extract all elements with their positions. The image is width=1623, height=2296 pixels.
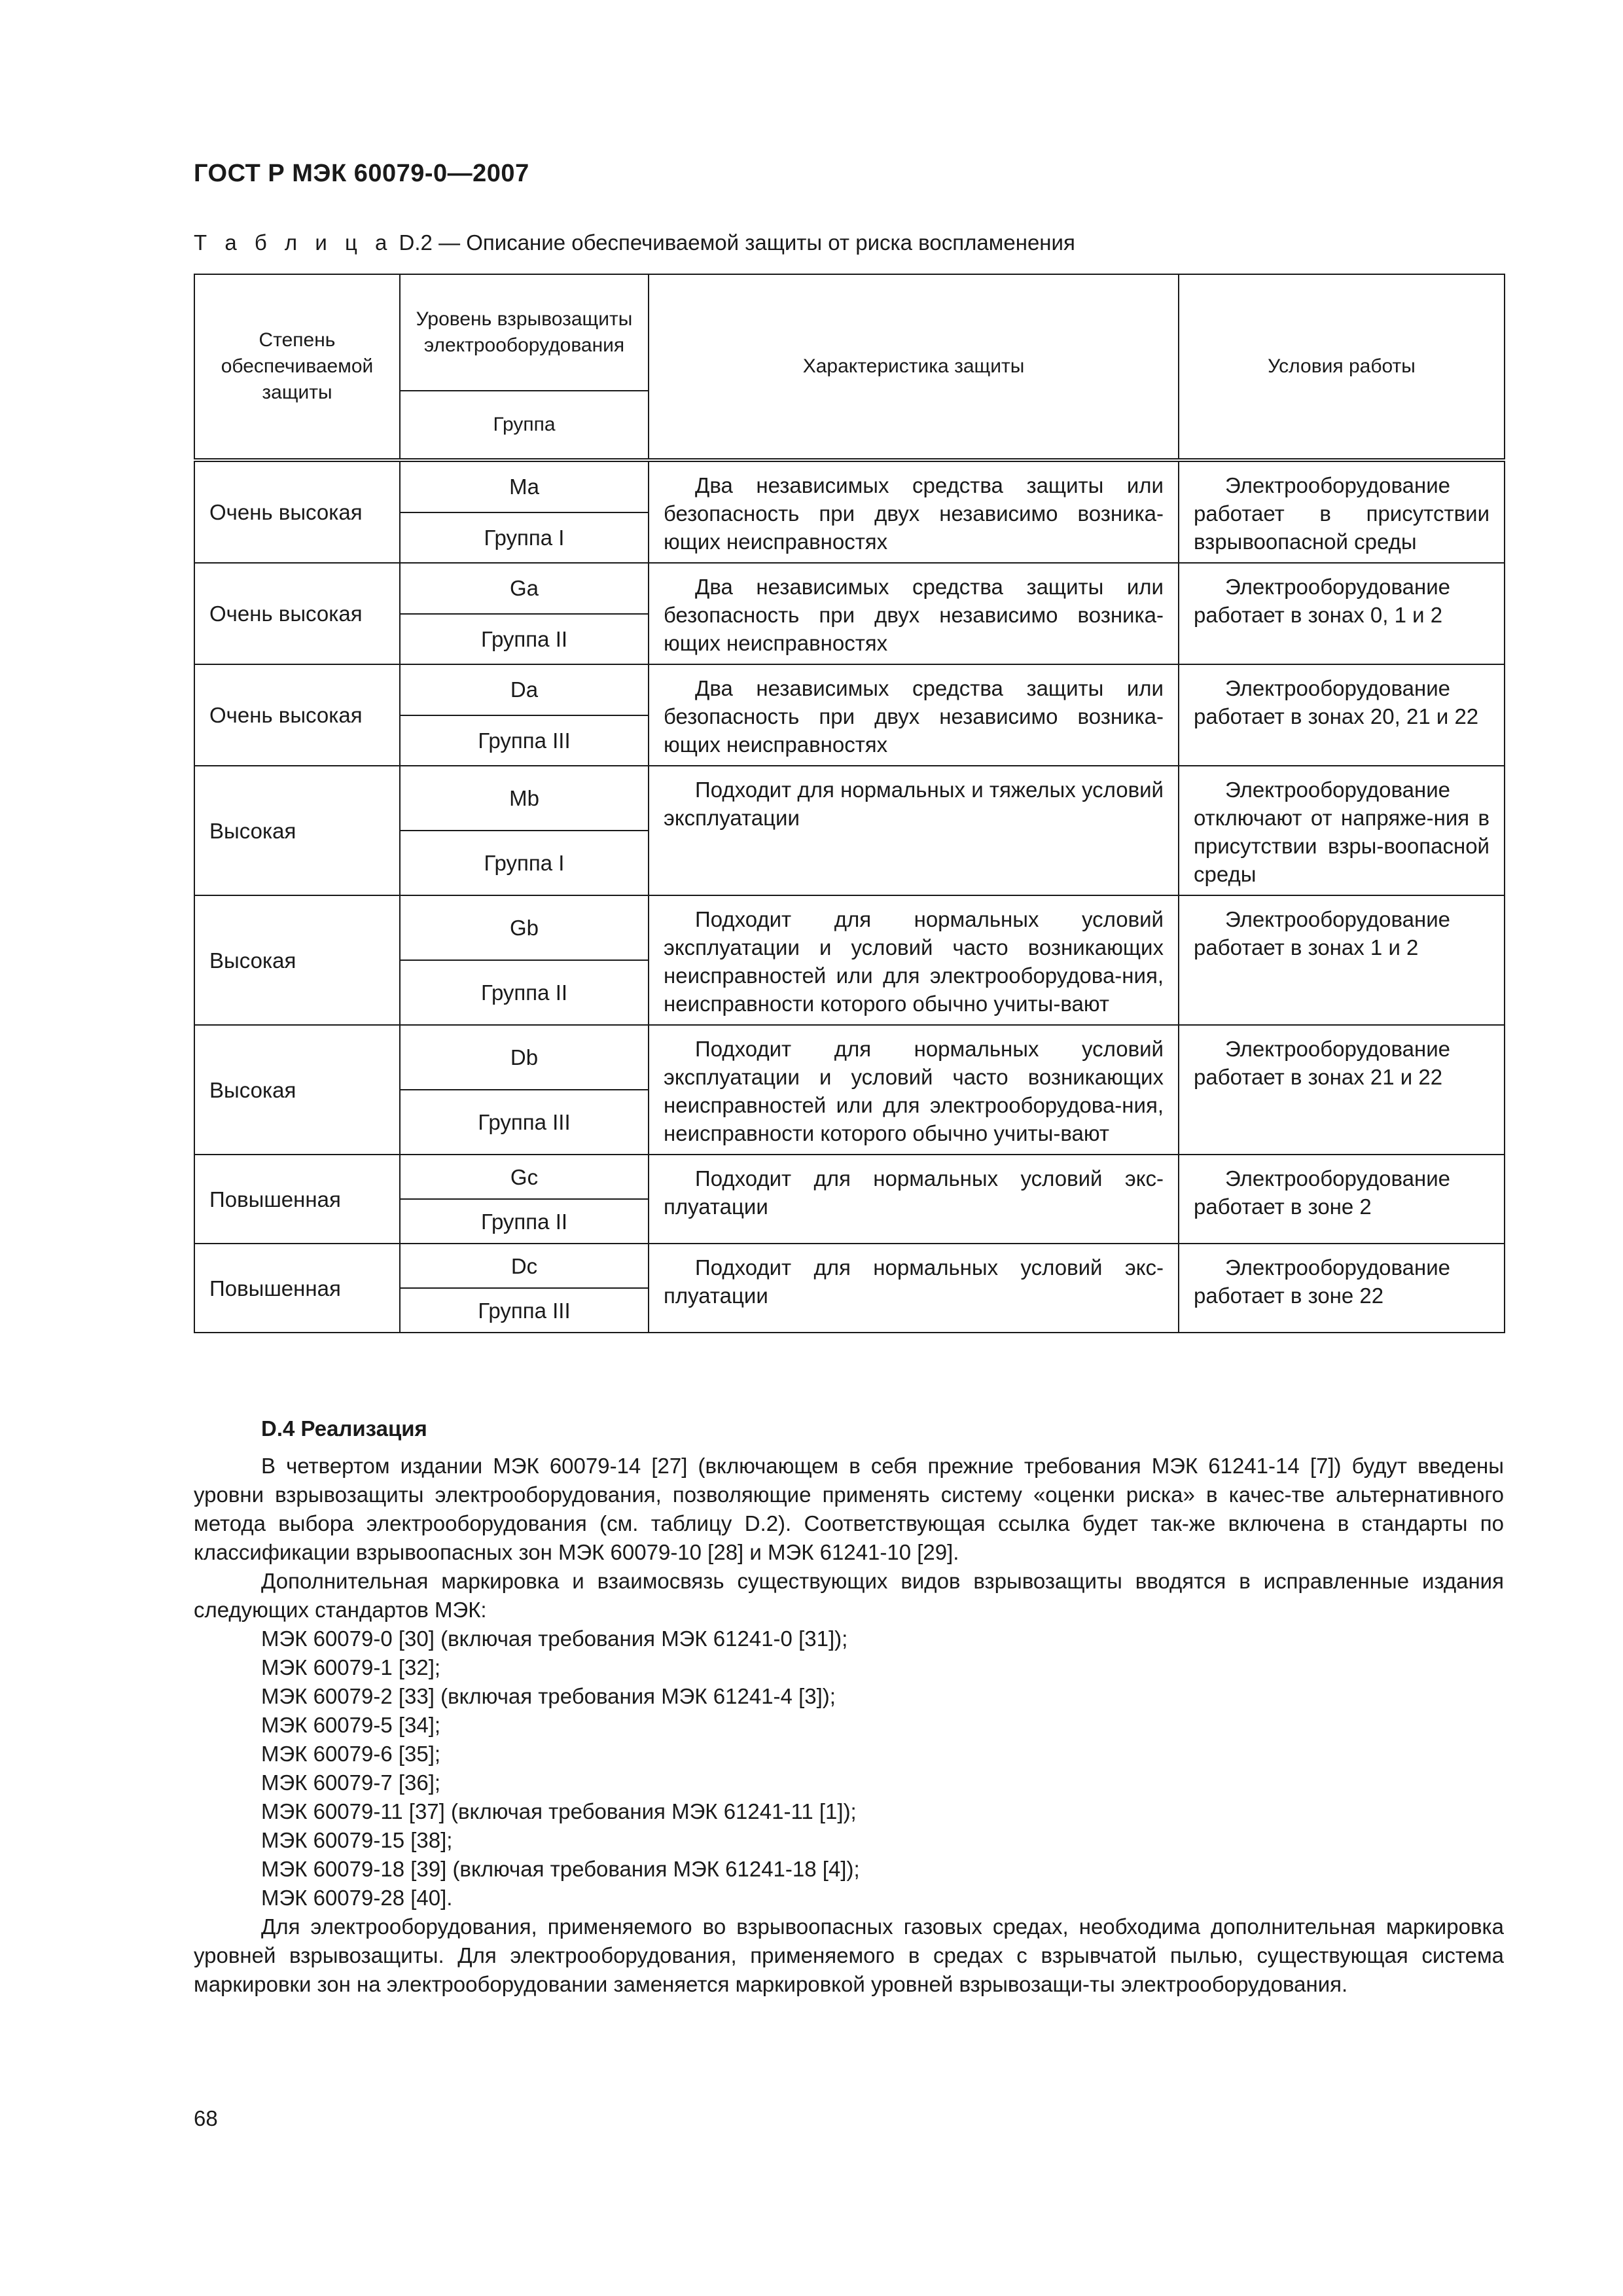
column-header-conditions: Условия работы [1179, 274, 1505, 460]
table-cell-characteristic: Подходит для нормальных условий экс-плуатации [649, 1155, 1179, 1244]
table-cell-conditions: Электрооборудование работает в зоне 2 [1179, 1155, 1505, 1244]
list-item: МЭК 60079-0 [30] (включая требования МЭК 61241-0 [31]); [261, 1626, 848, 1651]
table-caption-label: Т а б л и ц а [194, 230, 393, 255]
section-body [194, 1452, 1504, 1999]
table-cell-degree: Повышенная [194, 1155, 400, 1244]
table-cell-degree: Повышенная [194, 1244, 400, 1333]
table-cell-conditions: Электрооборудование работает в присутствии взрывоопасной среды [1179, 460, 1505, 563]
paragraph: Для электрооборудования, применяемого во взрывоопасных газовых средах, необходима дополнительная маркировка уровней взрывозащиты. Для электрооборудования, применяемого в средах с взрывчатой пылью, существующая система маркировки зон на электрооборудовании заменяется маркировкой уровней взрывозащи-ты электрооборудования. [194, 1914, 1504, 1996]
list-item: МЭК 60079-6 [35]; [261, 1742, 441, 1766]
table-cell-group: Группа III [400, 1090, 649, 1155]
table-cell-degree: Высокая [194, 1025, 400, 1155]
list-item: МЭК 60079-18 [39] (включая требования МЭК 61241-18 [4]); [261, 1857, 860, 1881]
table-cell-level: Mb [400, 766, 649, 831]
table-cell-group: Группа I [400, 512, 649, 563]
table-cell-level: Ga [400, 563, 649, 614]
standards-list [194, 1624, 1504, 1912]
paragraph: В четвертом издании МЭК 60079-14 [27] (включающем в себя прежние требования МЭК 61241-14 [7]) будут введены уровни взрывозащиты электрооборудования, позволяющие применять систему «оценки риска» в качес-тве альтернативного метода выбора электрооборудования (см. таблицу D.2). Соответствующая ссылка будет так-же включена в стандарты по классификации взрывоопасных зон МЭК 60079-10 [28] и МЭК 61241-10 [29]. [194, 1454, 1504, 1564]
page-number: 68 [194, 2106, 218, 2130]
table-cell-characteristic: Два независимых средства защиты или безопасность при двух независимо возника-ющих неисправностях [649, 460, 1179, 563]
list-item: МЭК 60079-2 [33] (включая требования МЭК 61241-4 [3]); [261, 1684, 836, 1708]
table-cell-degree: Очень высокая [194, 664, 400, 766]
table-cell-level: Gb [400, 895, 649, 960]
table-cell-conditions: Электрооборудование работает в зонах 21 и 22 [1179, 1025, 1505, 1155]
section-title: D.4 Реализация [261, 1416, 427, 1441]
table-cell-conditions: Электрооборудование работает в зонах 1 и 2 [1179, 895, 1505, 1025]
list-item: МЭК 60079-28 [40]. [261, 1886, 453, 1910]
protection-table [194, 274, 1505, 1333]
table-cell-group: Группа II [400, 960, 649, 1025]
table-cell-characteristic: Подходит для нормальных и тяжелых условий эксплуатации [649, 766, 1179, 895]
table-cell-level: Gc [400, 1155, 649, 1199]
table-cell-group: Группа III [400, 1288, 649, 1333]
table-cell-degree: Очень высокая [194, 563, 400, 664]
table-cell-degree: Высокая [194, 766, 400, 895]
column-header-level: Уровень взрывозащиты электрооборудования [400, 274, 649, 391]
table-cell-characteristic: Два независимых средства защиты или безопасность при двух независимо возника-ющих неисправностях [649, 563, 1179, 664]
table-cell-level: Db [400, 1025, 649, 1090]
paragraph: Дополнительная маркировка и взаимосвязь существующих видов взрывозащиты вводятся в исправленные издания следующих стандартов МЭК: [194, 1569, 1504, 1622]
list-item: МЭК 60079-7 [36]; [261, 1770, 441, 1795]
table-cell-group: Группа III [400, 715, 649, 766]
table-cell-degree: Высокая [194, 895, 400, 1025]
table-cell-characteristic: Подходит для нормальных условий эксплуатации и условий часто возникающих неисправностей или для электрооборудова-ния, неисправности которого обычно учиты-вают [649, 1025, 1179, 1155]
list-item: МЭК 60079-11 [37] (включая требования МЭК 61241-11 [1]); [261, 1799, 857, 1823]
table-caption [194, 230, 1075, 255]
list-item: МЭК 60079-5 [34]; [261, 1713, 441, 1737]
column-header-characteristic: Характеристика защиты [649, 274, 1179, 460]
list-item: МЭК 60079-15 [38]; [261, 1828, 453, 1852]
table-cell-level: Dc [400, 1244, 649, 1288]
table-cell-characteristic: Подходит для нормальных условий экс-плуатации [649, 1244, 1179, 1333]
table-cell-group: Группа II [400, 1199, 649, 1244]
table-cell-conditions: Электрооборудование работает в зоне 22 [1179, 1244, 1505, 1333]
table-cell-characteristic: Два независимых средства защиты или безопасность при двух независимо возника-ющих неисправностях [649, 664, 1179, 766]
table-cell-degree: Очень высокая [194, 460, 400, 563]
table-cell-characteristic: Подходит для нормальных условий эксплуатации и условий часто возникающих неисправностей или для электрооборудова-ния, неисправности которого обычно учиты-вают [649, 895, 1179, 1025]
document-header: ГОСТ Р МЭК 60079-0—2007 [194, 160, 529, 187]
table-cell-level: Ma [400, 460, 649, 512]
table-cell-conditions: Электрооборудование работает в зонах 20, 21 и 22 [1179, 664, 1505, 766]
table-cell-group: Группа II [400, 614, 649, 665]
list-item: МЭК 60079-1 [32]; [261, 1655, 441, 1679]
table-cell-conditions: Электрооборудование отключают от напряже-ния в присутствии взры-воопасной среды [1179, 766, 1505, 895]
table-cell-group: Группа I [400, 831, 649, 895]
table-caption-text: D.2 — Описание обеспечиваемой защиты от риска воспламенения [393, 230, 1075, 255]
column-header-degree: Степень обеспечиваемой защиты [194, 274, 400, 460]
table-cell-conditions: Электрооборудование работает в зонах 0, 1 и 2 [1179, 563, 1505, 664]
column-header-group: Группа [400, 391, 649, 460]
table-cell-level: Da [400, 664, 649, 715]
